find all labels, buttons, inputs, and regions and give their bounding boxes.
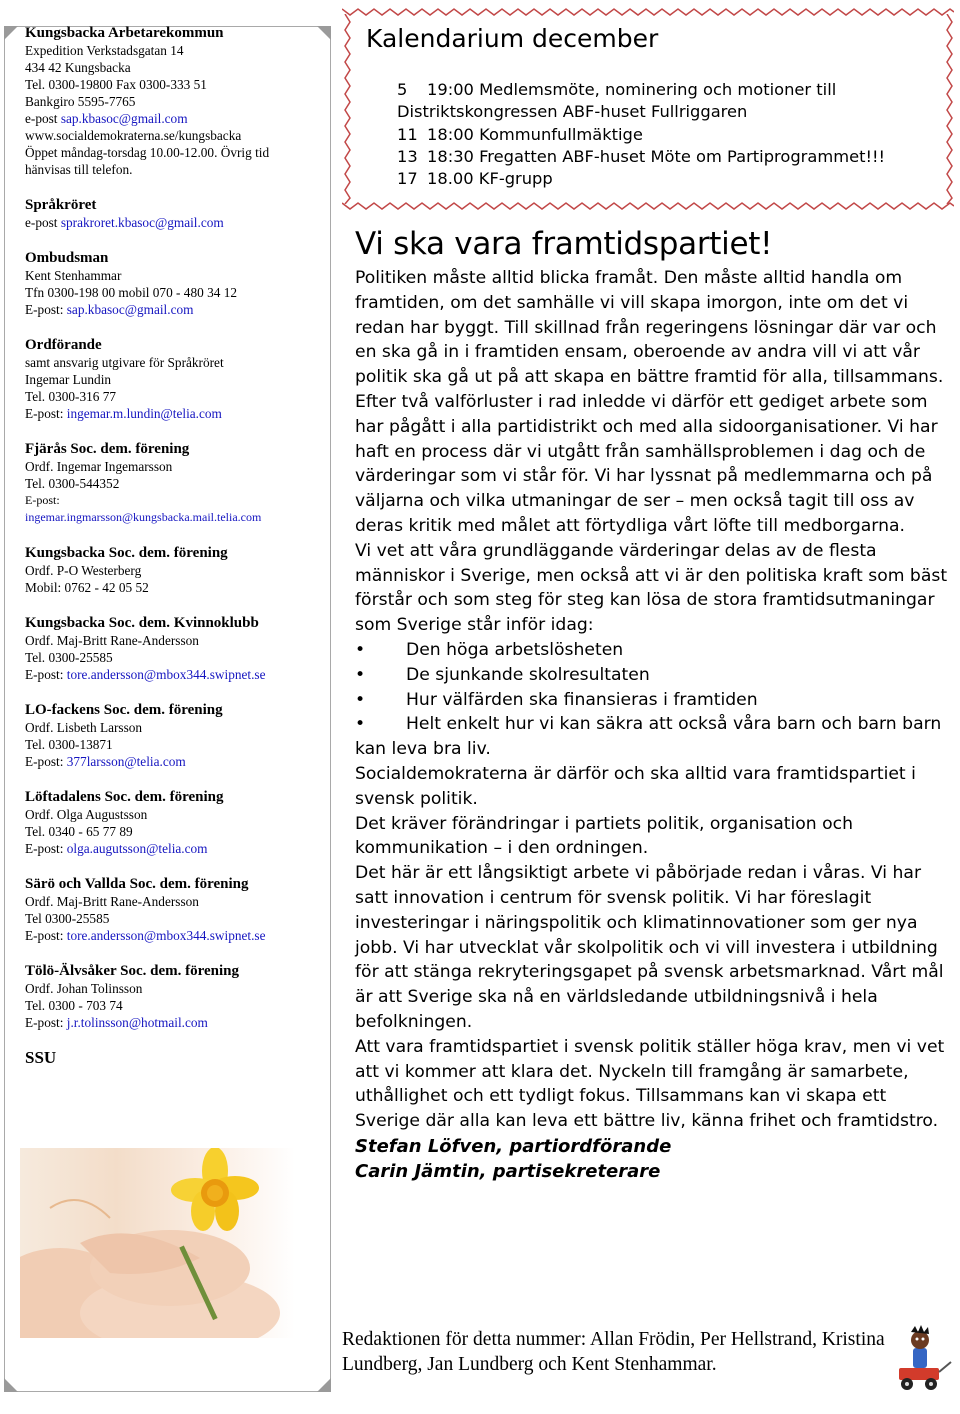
org-title: Tölö-Älvsåker Soc. dem. förening <box>25 963 240 979</box>
org-title: Löftadalens Soc. dem. förening <box>25 789 224 805</box>
org-line: Tel. 0300-19800 Fax 0300-333 51 <box>25 77 207 92</box>
frame-corner <box>4 1378 18 1392</box>
org-ordforande <box>25 336 321 422</box>
org-email-row <box>25 927 321 944</box>
daffodil-photo <box>20 1148 295 1338</box>
org-line: Kent Stenhammar <box>25 268 122 283</box>
paragraph: Efter två valförluster i rad inledde vi därför ett gediget arbete som har pågått i alla partidistrikt och med alla sidoorganisationer. Vi har haft en process där vi utgått från samhällsproblemen i dag och de värderingar som vi står för. Vi har lyssnat på medlemmarna och på väljarna och vilka utmaningar de ser – men också tagit till oss av deras kritik med målet att förtydliga vårt löfte till medborgarna. <box>355 391 938 536</box>
org-arbetarekommun <box>25 24 321 178</box>
decorative-border <box>944 14 954 204</box>
ssu-heading: SSU <box>25 1048 57 1067</box>
org-line: Ordf. Ingemar Ingemarsson <box>25 459 173 474</box>
org-line: www.socialdemokraterna.se/kungsbacka <box>25 128 242 143</box>
org-title: Särö och Vallda Soc. dem. förening <box>25 876 249 892</box>
article-title: Vi ska vara framtidspartiet! <box>355 226 773 262</box>
event-list <box>397 79 885 190</box>
contact-list <box>25 24 321 1066</box>
org-line: Ordf. Maj-Britt Rane-Andersson <box>25 633 199 648</box>
org-line: Ordf. Lisbeth Larsson <box>25 720 143 735</box>
org-sprakroret <box>25 196 321 231</box>
org-email-row <box>25 753 321 770</box>
paragraph: Politiken måste alltid blicka framåt. Den måste alltid handla om framtiden, om det samhälle vi vill skapa imorgon, inte om det vi redan har byggt. Till skillnad från regeringens lösningar där var och en ska gå in i framtiden ensam, oberoende av andra vill vi att vår politik ska gå ut på att skapa en bättre framtid för alla, tillsammans. <box>355 268 944 388</box>
event-item <box>397 168 885 190</box>
email-label: E-post: <box>25 841 67 856</box>
org-line: Tel. 0300 - 703 74 <box>25 998 123 1013</box>
org-kungsbacka <box>25 544 321 596</box>
org-tolo-alvsaker <box>25 962 321 1031</box>
email-link[interactable]: sprakroret.kbasoc@gmail.com <box>60 215 224 230</box>
org-fjaras <box>25 440 321 526</box>
org-line: Tel. 0300-13871 <box>25 737 113 752</box>
event-item <box>397 146 885 168</box>
paragraph: Vi vet att våra grundläggande värderingar delas av de flesta människor i Sverige, men också att vi är den politiska kraft som bäst förstår och som steg för steg kan lösa de stora framtidsutmaningar som Sverige står inför idag: <box>355 540 948 636</box>
org-line: Bankgiro 5595-7765 <box>25 94 136 109</box>
org-line: Tel. 0300-25585 <box>25 650 113 665</box>
email-link[interactable]: sap.kbasoc@gmail.com <box>66 302 194 317</box>
signature: Stefan Löfven, partiordförande <box>355 1135 672 1157</box>
org-title: Språkröret <box>25 197 97 213</box>
paragraph: Socialdemokraterna är därför och ska alltid vara framtidspartiet i svensk politik. <box>355 763 916 809</box>
editors-credit: Redaktionen för detta nummer: Allan Frödin, Per Hellstrand, Kristina Lundberg, Jan Lundberg och Kent Stenhammar. <box>342 1329 885 1375</box>
org-line: Mobil: 0762 - 42 05 52 <box>25 580 149 595</box>
org-line: Tel. 0340 - 65 77 89 <box>25 824 133 839</box>
list-item: • Hur välfärden ska finansieras i framtiden <box>355 688 955 713</box>
frame-corner <box>4 26 18 40</box>
org-line: Tfn 0300-198 00 mobil 070 - 480 34 12 <box>25 285 237 300</box>
email-link[interactable]: ingemar.ingmarsson@kungsbacka.mail.telia.com <box>25 510 262 524</box>
event-day: 13 <box>397 146 418 166</box>
org-line: Ingemar Lundin <box>25 372 112 387</box>
org-email-row <box>25 301 321 318</box>
org-line: Ordf. Maj-Britt Rane-Andersson <box>25 894 199 909</box>
list-item: • Helt enkelt hur vi kan säkra att också våra barn och barn barn kan leva bra liv. <box>355 712 955 762</box>
email-label: E-post: <box>25 754 67 769</box>
org-email-row <box>25 110 321 127</box>
org-email-row <box>25 509 321 526</box>
org-lo-fackens <box>25 701 321 770</box>
event-item <box>397 79 885 101</box>
org-line: Ordf. P-O Westerberg <box>25 563 142 578</box>
email-label: E-post: <box>25 928 67 943</box>
org-line: E-post: <box>25 493 60 507</box>
org-email-row <box>25 666 321 683</box>
event-text: 19:00 Medlemsmöte, nominering och motioner till <box>427 80 837 99</box>
frame-corner <box>317 1378 331 1392</box>
decorative-border <box>342 14 352 204</box>
org-email-row <box>25 405 321 422</box>
org-line: Tel 0300-25585 <box>25 911 110 926</box>
list-item: • Den höga arbetslösheten <box>355 638 955 663</box>
calendar-title: Kalendarium december <box>366 24 659 53</box>
org-email-row <box>25 840 321 857</box>
event-text: 18.00 KF-grupp <box>427 169 553 189</box>
org-title: Kungsbacka Soc. dem. förening <box>25 545 228 561</box>
org-loftadalen <box>25 788 321 857</box>
challenge-list <box>355 638 955 762</box>
paragraph: Att vara framtidspartiet i svensk politik ställer höga krav, men vi vet att vi kommer att klara det. Nyckeln till framgång är samarbete, uthållighet och ett tydligt fokus. Tillsammans kan vi skapa ett Sverige där alla kan leva ett bättre liv, känna frihet och framtidstro. <box>355 1036 945 1132</box>
email-label: e-post <box>25 215 61 230</box>
org-line: Tel. 0300-544352 <box>25 476 120 491</box>
signature: Carin Jämtin, partisekreterare <box>355 1160 661 1182</box>
email-label: E-post: <box>25 406 67 421</box>
paragraph: Det kräver förändringar i partiets politik, organisation och kommunikation – i den ordningen. <box>355 813 854 859</box>
org-line: 434 42 Kungsbacka <box>25 60 131 75</box>
org-title: LO-fackens Soc. dem. förening <box>25 702 223 718</box>
paragraph: Det här är ett långsiktigt arbete vi påbörjade redan i våras. Vi har satt innovation i centrum för svensk politik. Vi har föreslagit investeringar i näringspolitik och klimatinnovationer som ger nya jobb. Vi har utvecklat vår skolpolitik och vi vill investera i utbildning för att stänga rekryteringsgapet på svensk arbetsmarknad. Vårt mål är att Sverige ska nå en världsledande utbildningsnivå i hela befolkningen. <box>355 863 944 1032</box>
org-line: Expedition Verkstadsgatan 14 <box>25 43 184 58</box>
email-link[interactable]: ingemar.m.lundin@telia.com <box>66 406 222 421</box>
event-text: 18:30 Fregatten ABF-huset Möte om Partiprogrammet!!! <box>427 146 886 166</box>
org-kvinnoklubb <box>25 614 321 683</box>
list-item: • De sjunkande skolresultaten <box>355 663 955 688</box>
email-link[interactable]: sap.kbasoc@gmail.com <box>60 111 188 126</box>
article-body <box>355 266 955 1184</box>
org-saro-vallda <box>25 875 321 944</box>
org-title: Kungsbacka Soc. dem. Kvinnoklubb <box>25 615 259 631</box>
email-link[interactable]: tore.andersson@mbox344.swipnet.se <box>66 667 266 682</box>
decorative-border <box>342 200 954 212</box>
event-continuation: Distriktskongressen ABF-huset Fullriggaren <box>397 102 748 122</box>
email-label: e-post <box>25 111 61 126</box>
org-line: Ordf. Johan Tolinsson <box>25 981 143 996</box>
decorative-border <box>342 6 954 18</box>
email-label: E-post: <box>25 667 67 682</box>
org-email-row <box>25 214 321 231</box>
org-line: Öppet måndag-torsdag 10.00-12.00. Övrig tid <box>25 145 270 160</box>
email-link[interactable]: tore.andersson@mbox344.swipnet.se <box>66 928 266 943</box>
org-title: Ombudsman <box>25 250 109 266</box>
event-item <box>397 124 885 146</box>
event-day: 11 <box>397 124 418 144</box>
org-line: Tel. 0300-316 77 <box>25 389 117 404</box>
email-link[interactable]: olga.augutsson@telia.com <box>66 841 208 856</box>
org-title: Ordförande <box>25 337 102 353</box>
org-ombudsman <box>25 249 321 318</box>
org-line: samt ansvarig utgivare för Språkröret <box>25 355 224 370</box>
flower-hands-illustration <box>20 1148 295 1338</box>
org-line: hänvisas till telefon. <box>25 162 133 177</box>
org-title: Kungsbacka Arbetarekommun <box>25 25 224 41</box>
article <box>355 222 955 1184</box>
calendar-box <box>342 6 954 212</box>
event-day: 17 <box>397 169 418 189</box>
org-line: Ordf. Olga Augustsson <box>25 807 148 822</box>
event-text: 18:00 Kommunfullmäktige <box>427 124 643 144</box>
email-label: E-post: <box>25 302 67 317</box>
org-title: Fjärås Soc. dem. förening <box>25 441 190 457</box>
email-link[interactable]: j.r.tolinsson@hotmail.com <box>66 1015 208 1030</box>
org-email-row <box>25 1014 321 1031</box>
wagon-mascot-icon <box>893 1324 953 1394</box>
email-label: E-post: <box>25 1015 67 1030</box>
email-link[interactable]: 377larsson@telia.com <box>66 754 186 769</box>
event-day: 5 <box>397 80 408 99</box>
